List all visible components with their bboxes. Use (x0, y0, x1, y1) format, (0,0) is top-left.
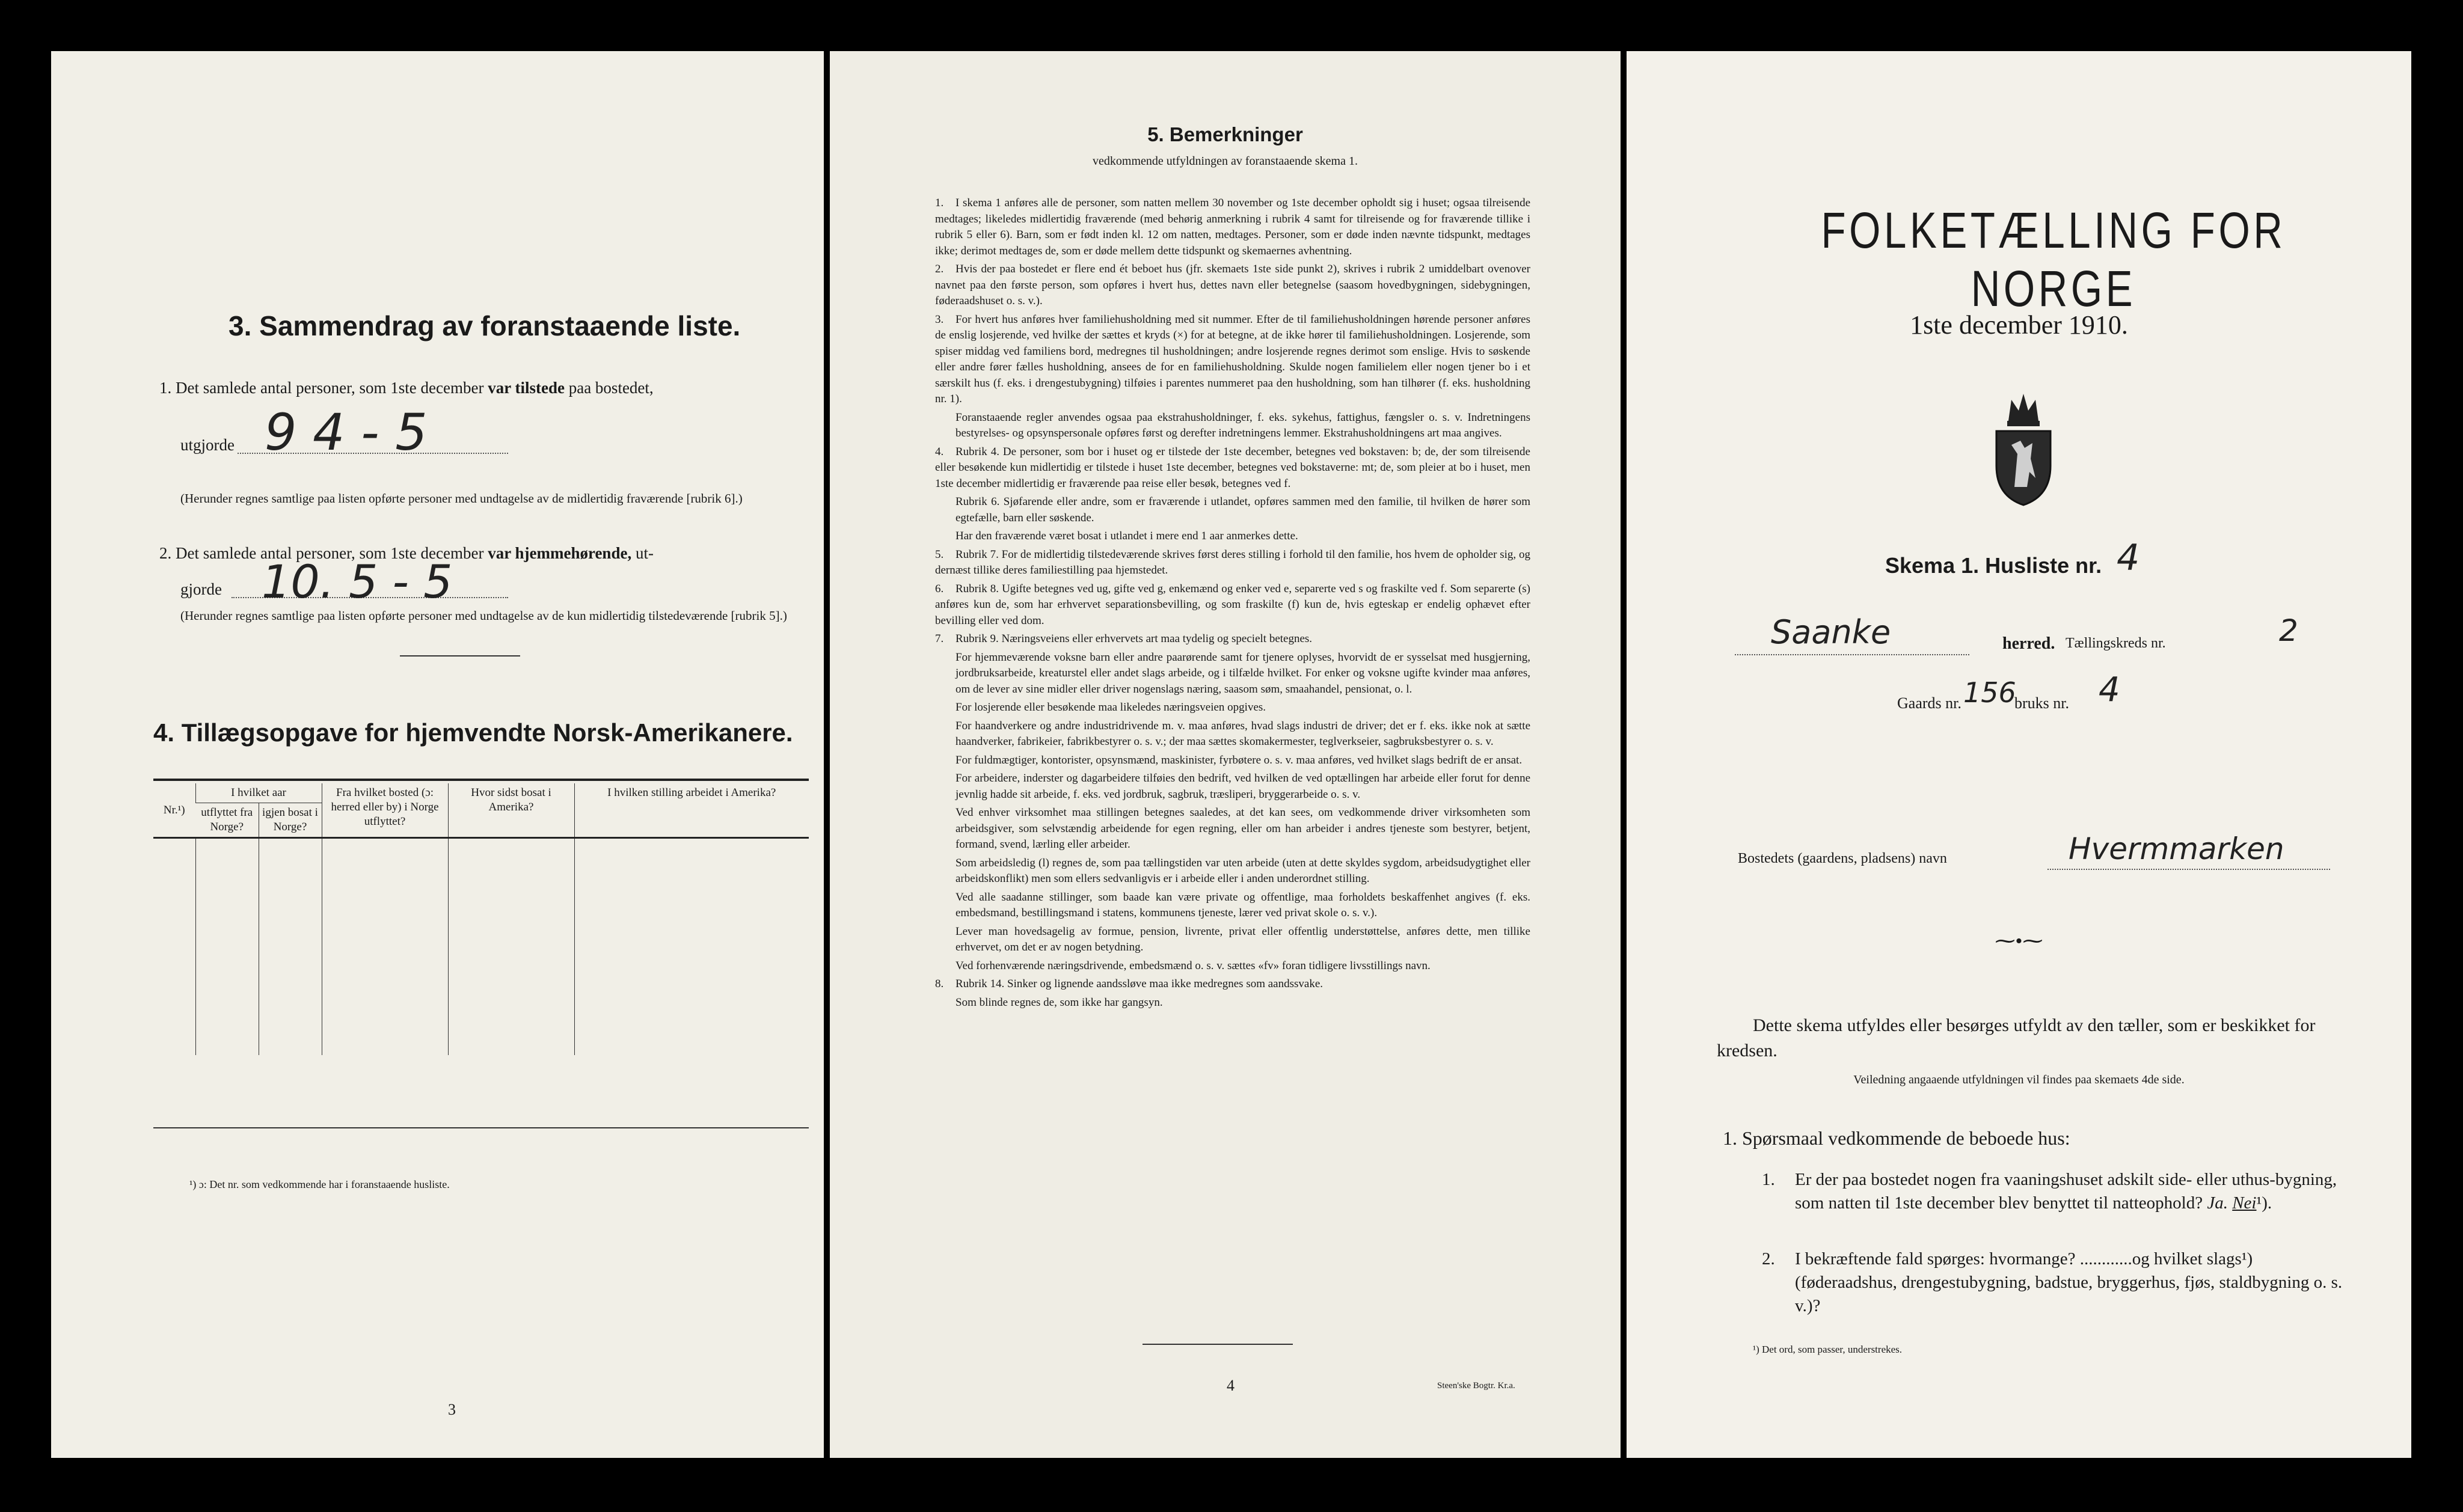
table-top-rule (153, 779, 809, 781)
kreds-label: Tællingskreds nr. (2066, 635, 2166, 651)
remark-8: 8. Rubrik 14. Sinker og lignende aandssløve maa ikke medregnes som aandssvake. (935, 978, 1324, 990)
col-nr: Nr.¹) (153, 783, 195, 838)
remark-7-cont: Ved alle saadanne stillinger, som baade kan være private og offentlige, maa forholdets beskaffenhet angives (f. eks. embedsmand, bestillingsmand i statens, kommunens tjeneste, lærer ved privat skole o. s. v.). (955, 890, 1530, 919)
herred-value: Saanke (1771, 613, 1891, 651)
summary-item-1-note: (Herunder regnes samtlige paa listen opførte personer med undtagelse av de midlertidig fraværende [rubrik 6].) (180, 491, 743, 506)
remark-7-cont: For hjemmeværende voksne barn eller andre paarørende samt for tjenere oplyses, hvorvidt de er sysselsat med husgjerning, jordbruksarbeide, kreaturstel eller andet slags arbeide, og i tilfælde hvilket. For enker og voksne ugifte kvinder maa anføres, om de lever av sine midler eller driver nogenslags næring, saasom søm, smaahandel, pensionat, o. l. (955, 650, 1530, 696)
norsk-amerikanere-table (153, 783, 809, 1055)
question-2: 2. I bekræftende fald spørges: hvormange? ............og hvilket slags¹) (føderaadshus, drengestubygning, badstue, bryggerhus, fjøs, staldbygning o. s. v.)? (1762, 1249, 2343, 1315)
dotted-line (1735, 654, 1969, 655)
summary-item-2: 2. Det samlede antal personer, som 1ste december var hjemmehørende, ut- (159, 544, 654, 562)
handwritten-present-count: 9 4 - 5 (265, 403, 428, 462)
remark-4-cont: Rubrik 6. Sjøfarende eller andre, som er fraværende i utlandet, opføres sammen med den familie, til hvilken de hører som egtefælle, barn eller søskende. (955, 495, 1530, 524)
remark-7: 7. Rubrik 9. Næringsveiens eller erhvervets art maa tydelig og specielt betegnes. (935, 632, 1313, 645)
husliste-nr-value: 4 (2117, 537, 2140, 579)
col-utflyttet: utflyttet fra Norge? (195, 803, 259, 838)
remark-7-cont: For arbeidere, inderster og dagarbeidere tilføies den bedrift, ved hvilken de ved optællingen har arbeide eller forut for denne jevnlig hadde sit arbeide, f. eks. ved jordbruk, sagbruk, træsliperi, bryggerarbeide o. s. v. (955, 772, 1530, 801)
table-row (153, 838, 809, 883)
table-row (153, 925, 809, 969)
col-amerika-bosat: Hvor sidst bosat i Amerika? (448, 783, 574, 838)
guide-text: Veiledning angaaende utfyldningen vil findes paa skemaets 4de side. (1853, 1073, 2185, 1086)
remark-5: 5. Rubrik 7. For de midlertidig tilstedeværende skrives først deres stilling i forhold til den familie, hos hvem de opholder sig, og dernæst tillike deres familiestilling paa hjemstedet. (935, 548, 1530, 577)
section-3-title: 3. Sammendrag av foranstaaende liste. (229, 310, 741, 341)
dotted-line (2047, 869, 2330, 870)
kreds-value: 2 (2279, 613, 2298, 648)
remark-1: 1. I skema 1 anføres alle de personer, som natten mellem 30 november og 1ste december opholdt sig i huset; ogsaa tilreisende medtages; likeledes midlertidig fraværende (med behørig anmerkning i rubrik 4 samt for tilreisende og for fraværende tillike i rubrik 5 eller 6). Barn, som er født inden kl. 12 om natten, medtages. Personer, som er døde inden nævnte tidspunkt, medtages ikke; derimot medtages de, som er døde mellem dette tidspunkt og skemaernes avhentning. (935, 197, 1530, 257)
gaards-value: 156 (1963, 676, 2016, 709)
handwritten-resident-count: 10. 5 - 5 (262, 555, 453, 608)
page-3 (51, 51, 824, 1458)
summary-item-1: 1. Det samlede antal personer, som 1ste december var tilstede paa bostedet, (159, 379, 654, 397)
gjorde-label: gjorde (180, 580, 222, 598)
table-bottom-rule (153, 1127, 809, 1128)
herred-label: herred. (2002, 634, 2055, 653)
remarks-list (935, 195, 1530, 1013)
page-1-footnote: ¹) Det ord, som passer, understrekes. (1753, 1344, 1903, 1355)
bruks-value: 4 (2099, 670, 2120, 709)
remark-3: 3. For hvert hus anføres hver familiehusholdning med sit nummer. Efter de til familiehusholdningen hørende personer anføres de enslig losjerende, ved hvilke der sættes et kryds (×) for at betegne, at de ikke hører til familiehusholdningen. Losjerende, som spiser middag ved familiens bord, medregnes til husholdningen; andre losjerende regnes derimot som enslige. Hvis to søskende eller andre fører fælles husholdning, ansees de for en familiehusholdning. Skulde nogen familielem eller nogen tjener bo i et særskilt hus (f. eks. i drengestubygning) tilføies i parentes nummeret paa den husholdning, som han tilhører (f. eks. husholdning nr. 1). (935, 313, 1530, 405)
coat-of-arms-icon (1987, 388, 2060, 508)
remark-7-cont: For haandverkere og andre industridrivende m. v. maa anføres, hvad slags industri de driver; det er f. eks. ikke nok at sætte haandverker, fabrikeier, fabrikbestyrer o. s. v.; der maa sættes skomakermester, teglverkseier, sagbruksbestyrer o. s. v. (955, 719, 1530, 748)
col-group-year: I hvilket aar (195, 783, 322, 803)
bruks-label: bruks nr. (2014, 694, 2069, 712)
questions-title: 1. Spørsmaal vedkommende de beboede hus: (1723, 1127, 2070, 1149)
remark-7-cont: For fuldmægtiger, kontorister, opsynsmænd, maskinister, fyrbøtere o. s. v. maa anføres, ved hvilket slags bedrift de er ansat. (955, 753, 1523, 767)
census-title: FOLKETÆLLING FOR NORGE (1821, 202, 2286, 317)
table-row (153, 882, 809, 925)
gaards-label: Gaards nr. (1897, 694, 1962, 712)
page-4 (830, 51, 1621, 1458)
remarks-subtitle: vedkommende utfyldningen av foranstaaende skema 1. (1093, 155, 1358, 168)
section-4-title: 4. Tillægsopgave for hjemvendte Norsk-Amerikanere. (153, 718, 793, 747)
page-number: 4 (1227, 1377, 1235, 1394)
remark-7-cont: For losjerende eller besøkende maa likeledes næringsveien opgives. (955, 701, 1266, 714)
remark-2: 2. Hvis der paa bostedet er flere end ét beboet hus (jfr. skemaets 1ste side punkt 2), skrives i rubrik 2 umiddelbart ovenover navnet paa den første person, som opføres i hvert hus, dettes navn eller betegnelse (saasom hovedbygningen, sidebygningen, føderaadshuset o. s. v.). (935, 263, 1530, 307)
remarks-title: 5. Bemerkninger (1147, 123, 1303, 145)
remark-7-cont: Lever man hovedsagelig av formue, pension, livrente, privat eller offentlig understøttelse, anføres dette, men tillike erhvervet, om det er av nogen betydning. (955, 925, 1530, 953)
remark-4: 4. Rubrik 4. De personer, som bor i huset og er tilstede der 1ste december, betegnes ved bokstaven: b; de, der som tilreisende eller besøkende kun midlertidig er tilstede i huset 1ste december, betegnes ved bokstaverne: mt; de, som pleier at bo i huset, men 1ste december midlertidig er fraværende paa reise eller besøk, betegnes ved f. (935, 445, 1530, 490)
bosted-label: Bostedets (gaardens, pladsens) navn (1738, 851, 1947, 866)
separator-rule (400, 655, 520, 657)
question-1: 1. Er der paa bostedet nogen fra vaaningshuset adskilt side- eller uthus-bygning, som natten til 1ste december blev benyttet til natteophold? Ja. Nei¹). (1762, 1170, 2337, 1213)
remark-6: 6. Rubrik 8. Ugifte betegnes ved ug, gifte ved g, enkemænd og enker ved e, separerte ved s og fraskilte ved f. Som separerte (s) anføres kun de, som har erhvervet separationsbevilling, og som fraskilte (f) kun de, hvis egteskap er endelig ophævet efter bevilling eller ved dom. (935, 582, 1530, 627)
summary-item-2-note: (Herunder regnes samtlige paa listen opførte personer med undtagelse av de kun midlertidig tilstedeværende [rubrik 5].) (180, 608, 787, 623)
remark-8-cont: Som blinde regnes de, som ikke har gangsyn. (955, 996, 1163, 1009)
remark-7-cont: Som arbeidsledig (l) regnes de, som paa tællingstiden var uten arbeide (uten at dette skyldes sygdom, arbeidsudygtighet eller arbeidskonflikt) men som ellers sedvanligvis er i arbeide eller i anden underordnet stilling. (955, 856, 1530, 885)
col-igjen-bosat: igjen bosat i Norge? (259, 803, 322, 838)
page-1 (1627, 51, 2411, 1458)
table-footnote: ¹) ɔ: Det nr. som vedkommende har i foranstaaende husliste. (189, 1178, 450, 1190)
page-number: 3 (448, 1401, 456, 1418)
table-row (153, 1012, 809, 1055)
remark-4-cont: Har den fraværende været bosat i utlandet i mere end 1 aar anmerkes dette. (955, 530, 1298, 542)
remark-7-cont: Ved enhver virksomhet maa stillingen betegnes saaledes, at det kan sees, om vedkommende driver virksomheten som arbeidsgiver, som selvstændig arbeidende for egen regning, eller om han arbeider i andres tjeneste som bestyrer, betjent, formand, svend, lærling eller arbeider. (955, 806, 1530, 851)
schema-label: Skema 1. Husliste nr. (1885, 553, 2102, 578)
col-bosted: Fra hvilket bosted (ɔ: herred eller by) i Norge utflyttet? (322, 783, 448, 838)
table-row (153, 969, 809, 1012)
bosted-value: Hvermmarken (2069, 831, 2284, 866)
separator-rule (1143, 1344, 1293, 1345)
printer-mark: Steen'ske Bogtr. Kr.a. (1437, 1381, 1515, 1391)
utgjorde-label: utgjorde (180, 436, 235, 454)
ornament: ⁓•⁓ (1995, 930, 2043, 952)
intro-text: Dette skema utfyldes eller besørges utfyldt av den tæller, som er beskikket for kredsen. (1717, 1015, 2316, 1061)
col-stilling: I hvilken stilling arbeidet i Amerika? (574, 783, 809, 838)
census-date: 1ste december 1910. (1910, 310, 2128, 340)
answer-nei: Nei (2232, 1193, 2257, 1213)
remark-7-cont: Ved forhenværende næringsdrivende, embedsmænd o. s. v. sættes «fv» foran tidligere livsstillings navn. (955, 959, 1431, 972)
remark-3-cont: Foranstaaende regler anvendes ogsaa paa ekstrahusholdninger, f. eks. sykehus, fattighus, fængsler o. s. v. Indretningens bestyrelses- og opsynspersonale opføres først og derefter indretningens lemmer. Ekstrahusholdningens art maa angives. (955, 411, 1530, 439)
